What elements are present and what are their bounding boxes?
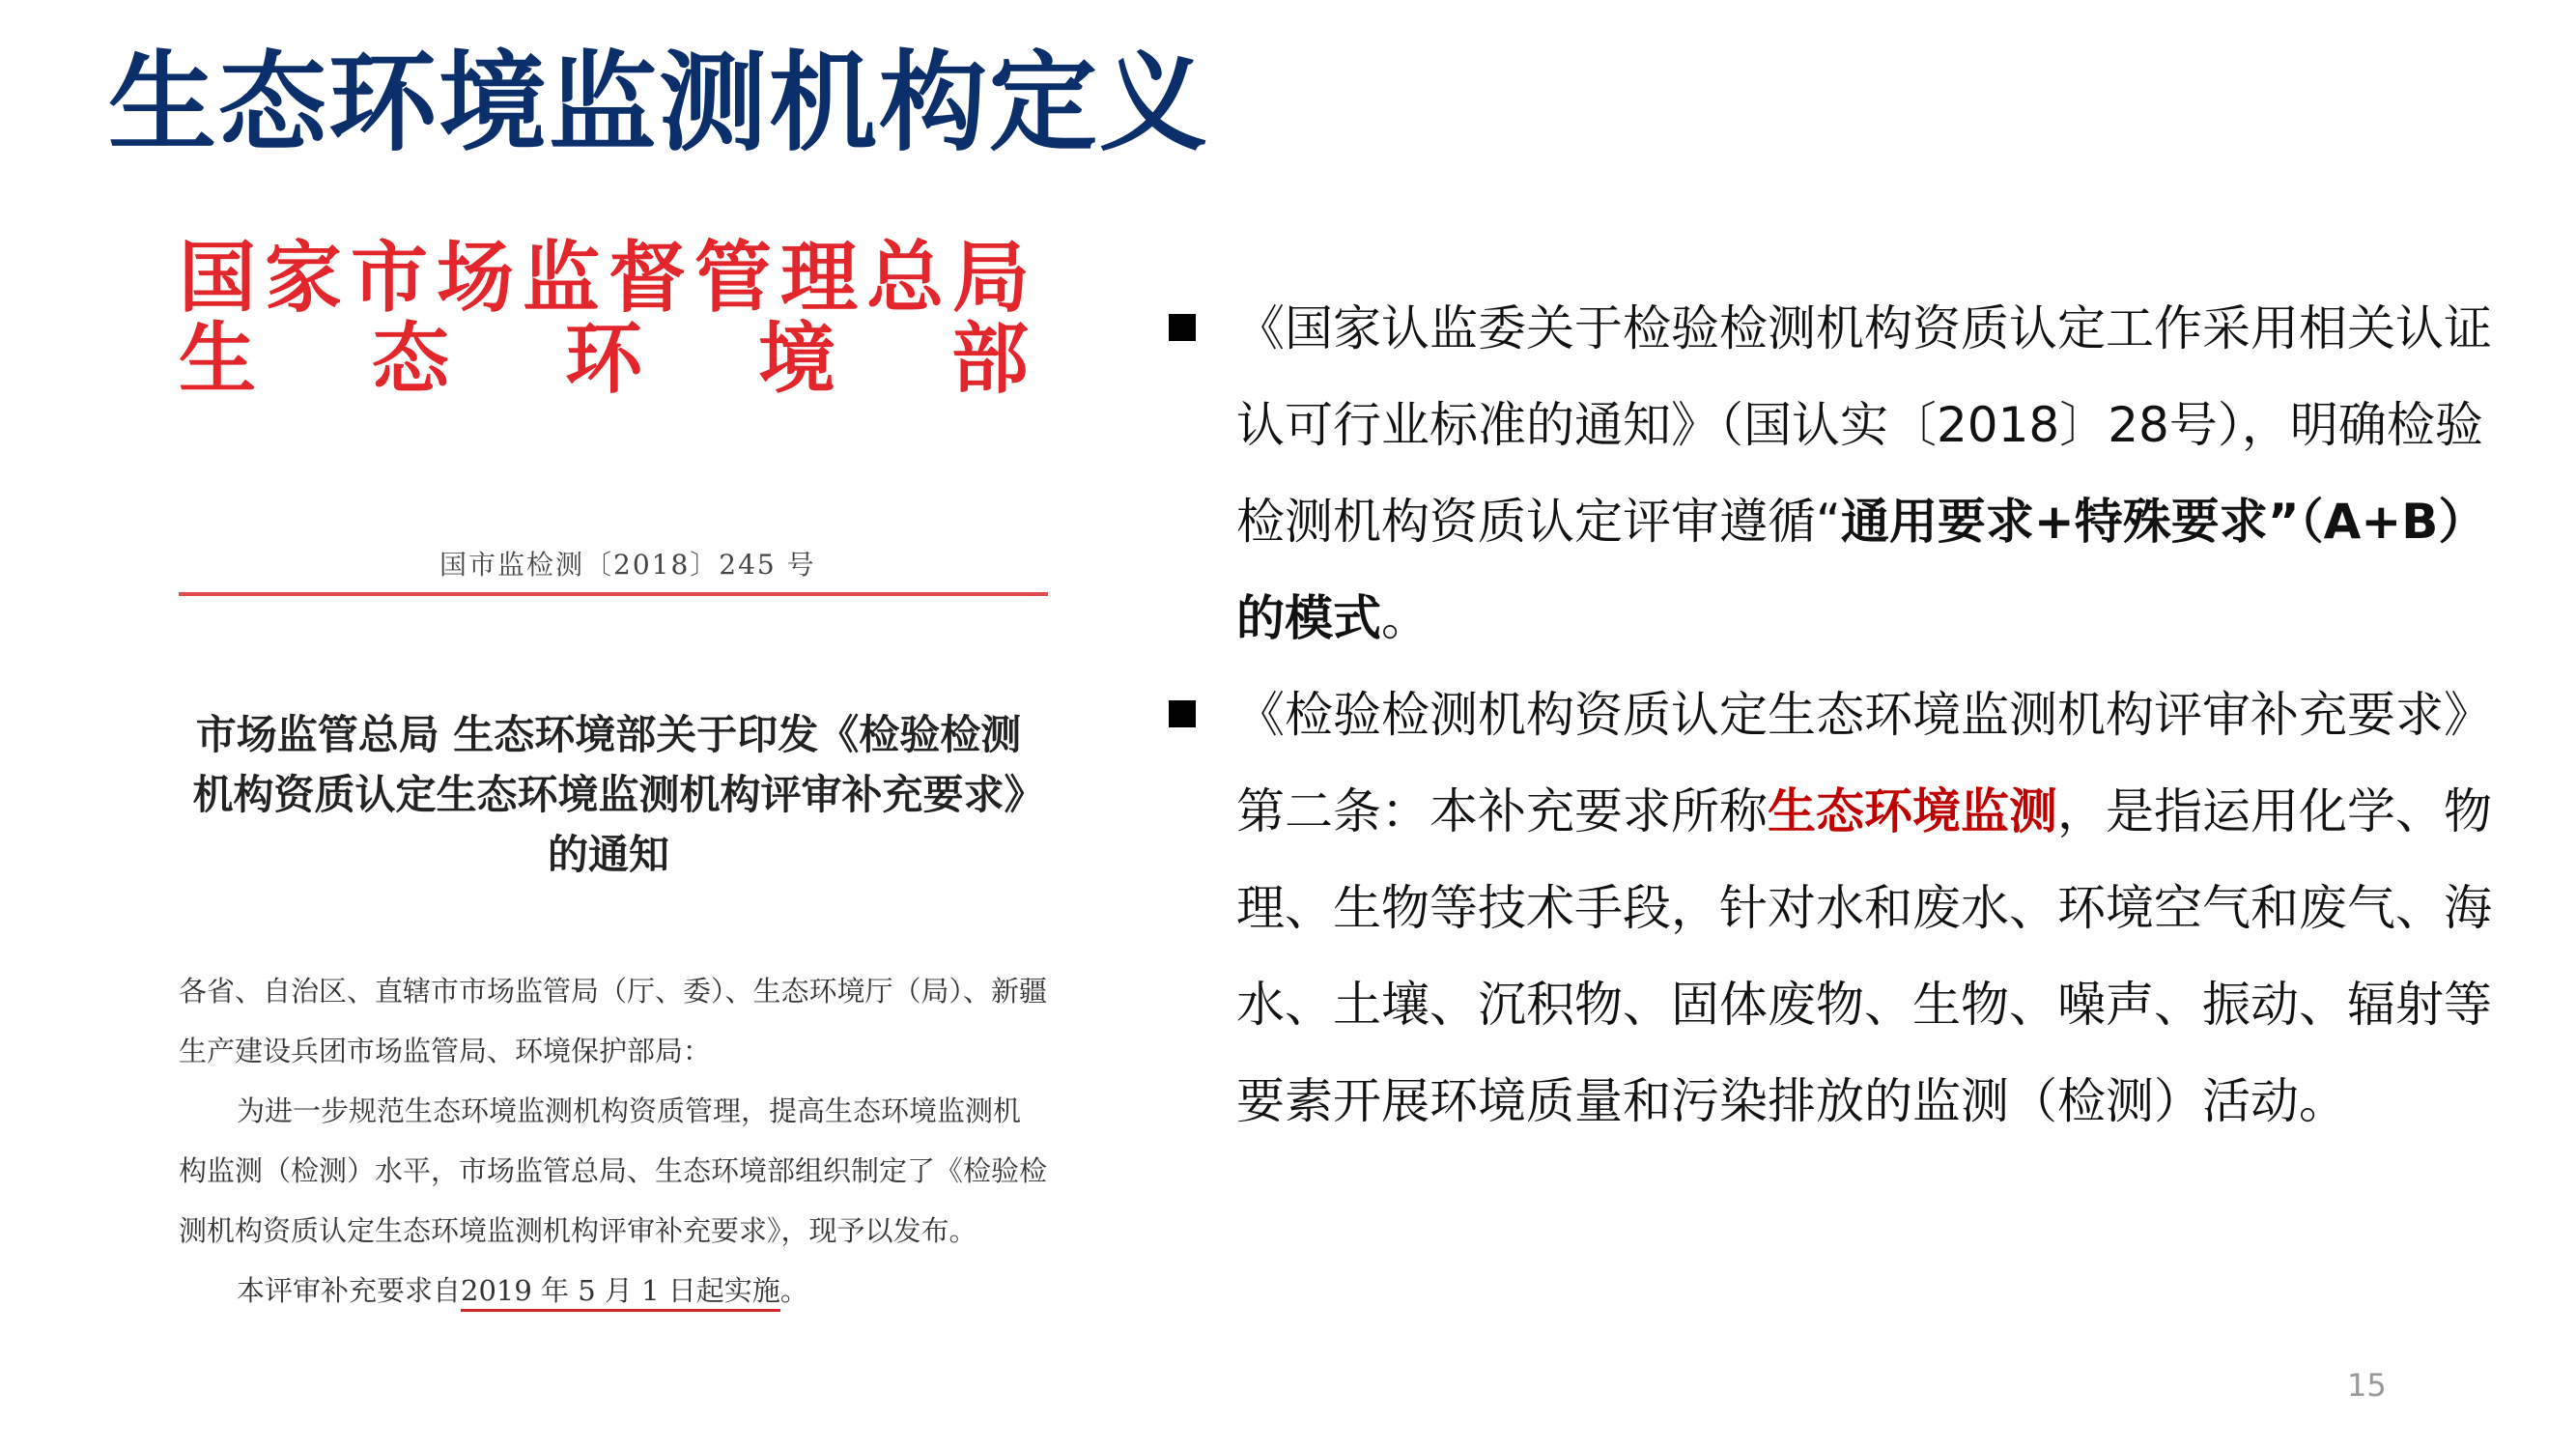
issuer-mee [179,313,1029,404]
issuer-mee-char: 部 [951,313,1029,404]
bullet-list [1164,280,2516,1150]
effective-date: 2019 年 5 月 1 日起实施 [461,1274,780,1312]
bullet-item-definition [1164,667,2516,1150]
bullet-text-end: 。 [1381,590,1430,646]
bullet-text-end: ，是指运用化学、物理、生物等技术手段，针对水和废水、环境空气和废气、海水、土壤、沉积物、固体废物、生物、噪声、振动、辐射等要素开展环境质量和污染排放的监测（检测）活动。 [1236,783,2492,1129]
issuer-mee-char: 境 [758,313,835,404]
highlight-term: 生态环境监测 [1768,783,2057,839]
issuer-mee-char: 态 [372,313,449,404]
issuer-samr: 国家市场监督管理总局 [179,232,1038,323]
page-number: 15 [2347,1367,2387,1404]
square-bullet-icon [1169,700,1196,727]
document-effective-line [179,1261,1048,1321]
slide-title: 生态环境监测机构定义 [108,41,1209,166]
document-recipients: 各省、自治区、直辖市市场监管局（厅、委）、生态环境厅（局）、新疆生产建设兵团市场监管局、环境保护部局： [179,975,1048,1067]
bullet-text: 《国家认监委关于检验检测机构资质认定工作采用相关认证认可行业标准的通知》（国认实〔2018〕28号），明确检验检测机构资质认定评审遵循“ [1236,300,2492,550]
effective-prefix: 本评审补充要求自 [237,1274,462,1307]
bullet-text: 《检验检测机构资质认定生态环境监测机构评审补充要求》第二条：本补充要求所称 [1236,687,2492,839]
square-bullet-icon [1169,314,1196,341]
bullet-bold-text: 通用要求+特殊要求”（A+B）的模式 [1236,494,2487,646]
bullet-item-standard-notice [1164,280,2516,667]
document-issuer-header [179,232,1048,404]
document-paragraph: 为进一步规范生态环境监测机构资质管理，提高生态环境监测机构监测（检测）水平，市场监管总局、生态环境部组织制定了《检验检测机构资质认定生态环境监测机构评审补充要求》，现予以发布。 [179,1094,1048,1247]
document-number: 国市监检测〔2018〕245 号 [439,549,816,581]
effective-suffix: 。 [779,1274,808,1307]
issuer-mee-char: 环 [565,313,642,404]
issuer-mee-char: 生 [179,313,256,404]
document-heading: 市场监管总局 生态环境部关于印发《检验检测机构资质认定生态环境监测机构评审补充要求》的通知 [192,711,1025,878]
document-scan [155,208,1082,1410]
red-divider-line [179,592,1048,596]
document-body [179,961,1048,1321]
